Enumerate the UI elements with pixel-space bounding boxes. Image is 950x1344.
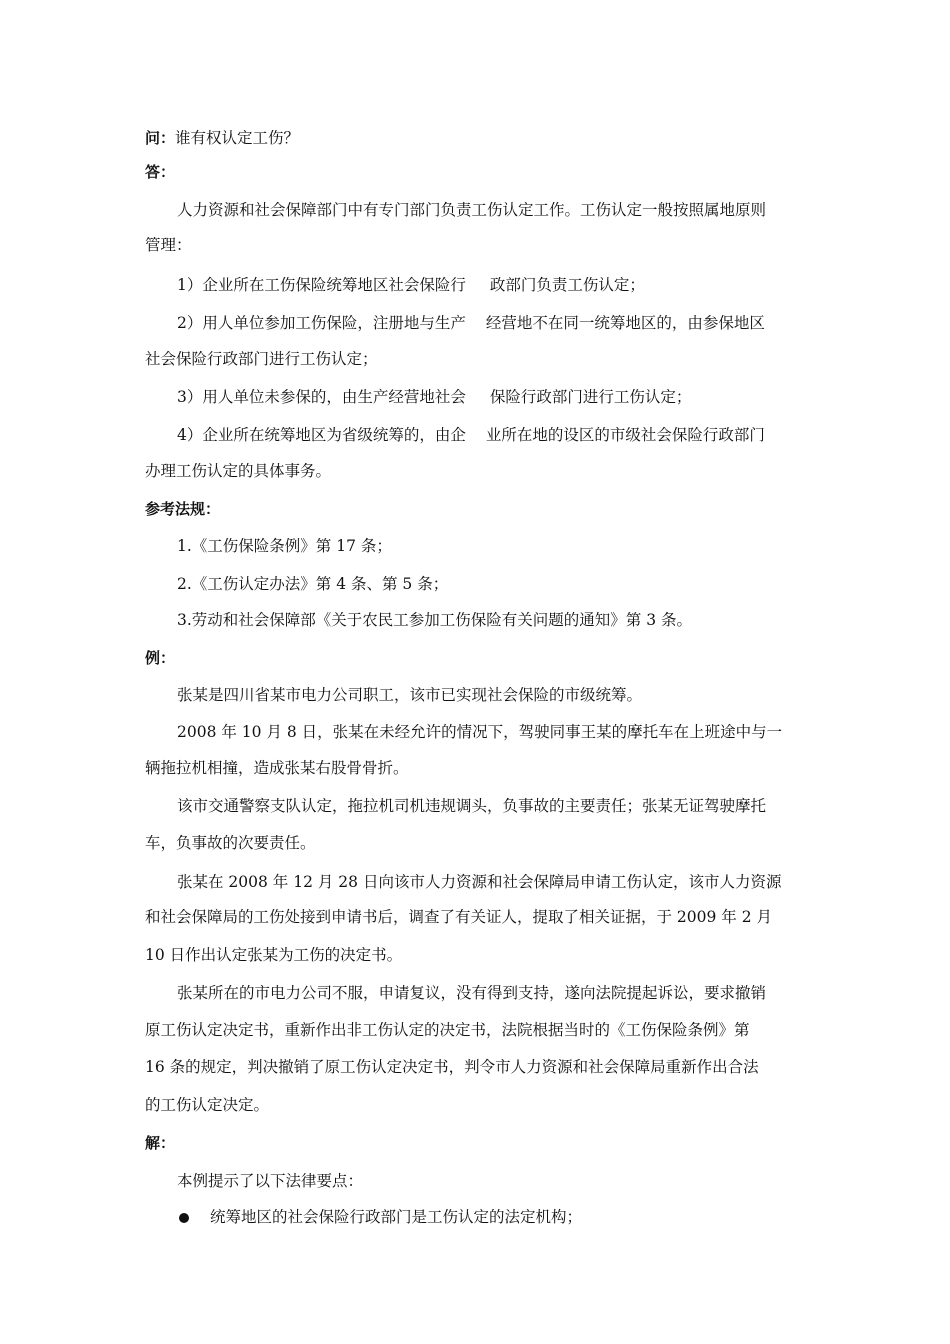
answer-item-1-part-a: 1）企业所在工伤保险统筹地区社会保险行	[177, 276, 466, 294]
example-para-2-line-1: 2008 年 10 月 8 日，张某在未经允许的情况下，驾驶同事王某的摩托车在上班途中与一	[177, 723, 783, 741]
bullet-dot-icon	[179, 1213, 189, 1223]
example-para-5-line-1: 张某所在的市电力公司不服，申请复议，没有得到支持，遂向法院提起诉讼，要求撤销	[177, 984, 767, 1002]
question-text: 谁有权认定工伤？	[175, 129, 300, 147]
solution-bullet-1: 统筹地区的社会保险行政部门是工伤认定的法定机构；	[210, 1208, 583, 1226]
reference-item-1: 1.《工伤保险条例》第 17 条；	[177, 537, 392, 555]
answer-item-3-part-b: 保险行政部门进行工伤认定；	[489, 388, 692, 406]
example-para-4-line-2: 和社会保障局的工伤处接到申请书后，调查了有关证人，提取了相关证据，于 2009 年 2 月	[145, 908, 773, 926]
answer-intro-line-1: 人力资源和社会保障部门中有专门部门负责工伤认定工作。工伤认定一般按照属地原则	[177, 201, 767, 219]
question-line	[145, 128, 299, 148]
example-para-1: 张某是四川省某市电力公司职工，该市已实现社会保险的市级统筹。	[177, 686, 643, 704]
answer-item-2-part-b: 经营地不在同一统筹地区的，由参保地区	[485, 314, 765, 332]
reference-item-3: 3.劳动和社会保障部《关于农民工参加工伤保险有关问题的通知》第 3 条。	[177, 611, 693, 629]
solution-intro: 本例提示了以下法律要点：	[177, 1172, 364, 1190]
solution-label: 解：	[145, 1134, 176, 1152]
example-para-4-line-1: 张某在 2008 年 12 月 28 日向该市人力资源和社会保障局申请工伤认定，该市人力资源	[177, 873, 782, 891]
example-para-4-line-3: 10 日作出认定张某为工伤的决定书。	[145, 946, 403, 964]
answer-item-1	[177, 275, 645, 295]
question-label: 问：	[145, 129, 176, 147]
example-label: 例：	[145, 649, 176, 667]
answer-item-4-cont: 办理工伤认定的具体事务。	[145, 462, 332, 480]
example-para-5-line-3: 16 条的规定，判决撤销了原工伤认定决定书，判令市人力资源和社会保障局重新作出合法	[145, 1058, 759, 1076]
answer-label: 答：	[145, 163, 176, 181]
answer-intro-line-2: 管理：	[145, 236, 192, 254]
example-para-2-line-2: 辆拖拉机相撞，造成张某右股骨骨折。	[145, 759, 409, 777]
example-para-3-line-2: 车，负事故的次要责任。	[145, 834, 316, 852]
example-para-3-line-1: 该市交通警察支队认定，拖拉机司机违规调头，负事故的主要责任；张某无证驾驶摩托	[177, 797, 767, 815]
example-para-5-line-2: 原工伤认定决定书，重新作出非工伤认定的决定书，法院根据当时的《工伤保险条例》第	[145, 1021, 750, 1039]
answer-item-4-part-a: 4）企业所在统筹地区为省级统筹的，由企	[177, 426, 466, 444]
example-para-5-line-4: 的工伤认定决定。	[145, 1096, 270, 1114]
answer-item-4	[177, 425, 765, 445]
references-label: 参考法规：	[145, 500, 221, 518]
answer-item-3	[177, 387, 691, 407]
answer-item-3-part-a: 3）用人单位未参保的，由生产经营地社会	[177, 388, 466, 406]
reference-item-2: 2.《工伤认定办法》第 4 条、第 5 条；	[177, 575, 449, 593]
answer-item-1-part-b: 政部门负责工伤认定；	[489, 276, 645, 294]
answer-item-2-part-a: 2）用人单位参加工伤保险，注册地与生产	[177, 314, 466, 332]
answer-item-2-cont: 社会保险行政部门进行工伤认定；	[145, 350, 378, 368]
answer-item-4-part-b: 业所在地的设区的市级社会保险行政部门	[485, 426, 765, 444]
answer-item-2	[177, 313, 765, 333]
